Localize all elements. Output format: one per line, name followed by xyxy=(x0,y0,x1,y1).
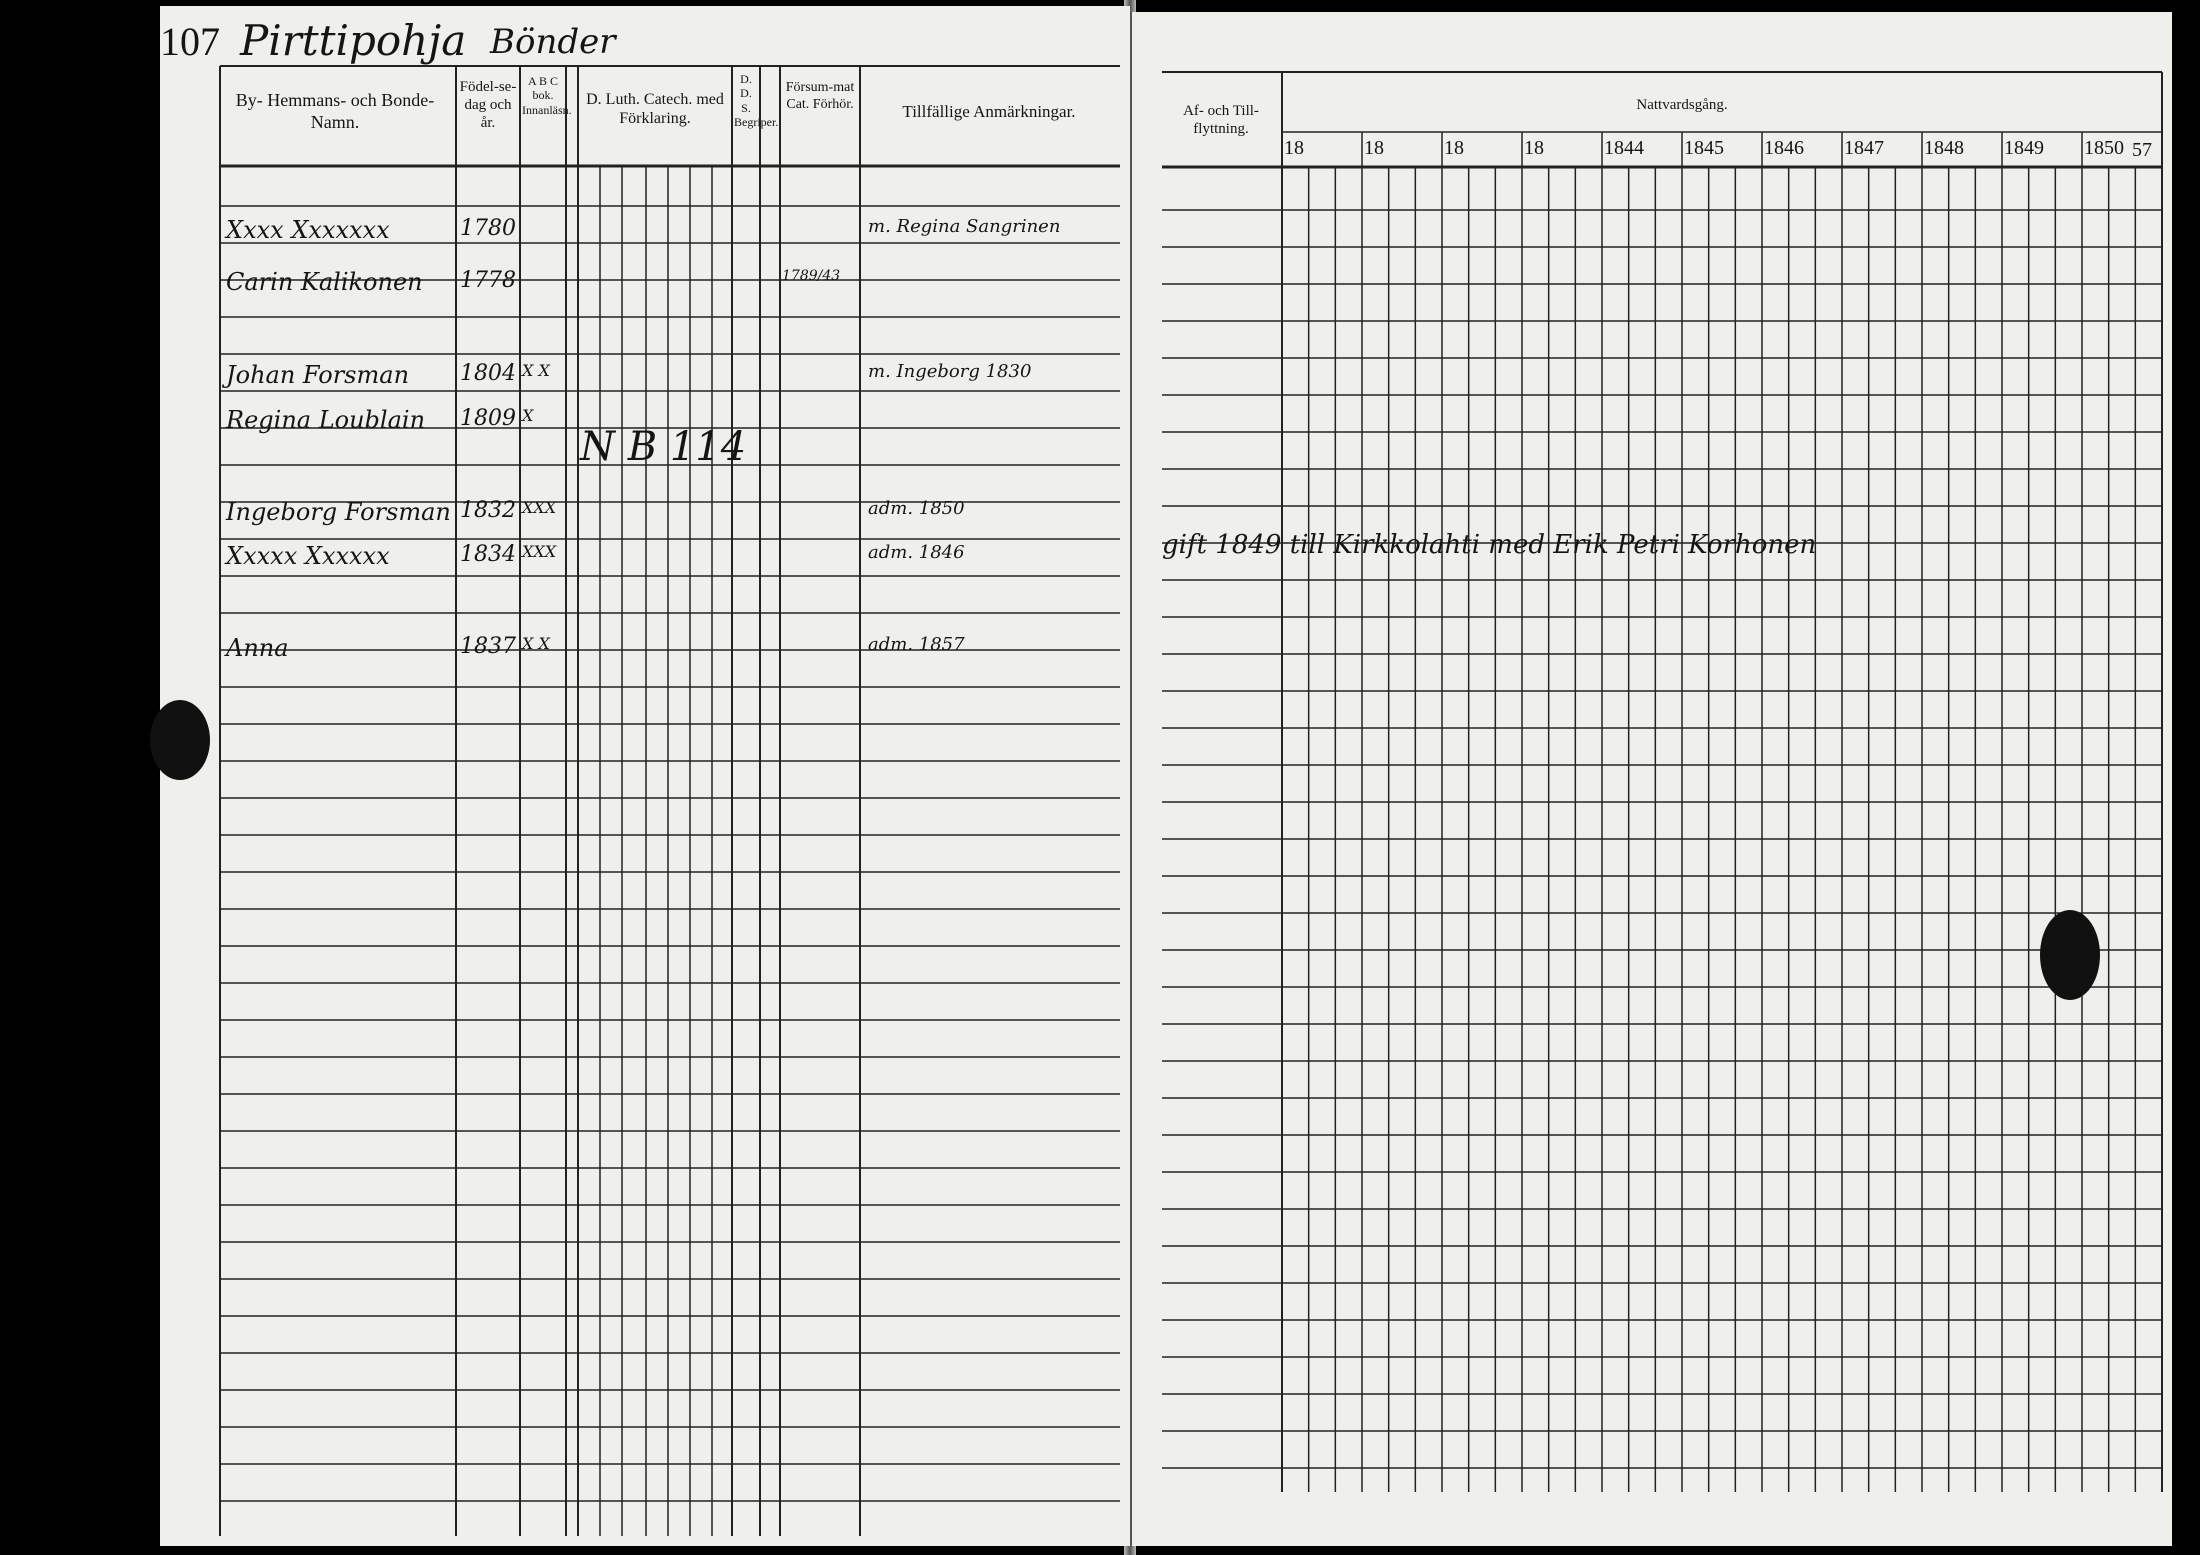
year-label: 1848 xyxy=(1924,137,1964,159)
page-number-right: 57 xyxy=(2132,139,2152,161)
entry-birth: 1834 xyxy=(460,542,516,567)
header-abc: A B C bok. Innanläsn. xyxy=(522,74,572,117)
header-missed: Försum-mat Cat. Förhör. xyxy=(785,80,855,112)
entry-abc: XXX xyxy=(522,498,557,517)
header-moves: Af- och Till-flyttning. xyxy=(1183,103,1259,137)
entry-birth: 1778 xyxy=(460,268,516,293)
move-note: gift 1849 till Kirkkolahti med Erik Petri Korhonen xyxy=(1162,530,1817,560)
margin-note: N B 114 xyxy=(580,424,747,470)
entry-abc: X xyxy=(522,406,534,425)
left-page xyxy=(160,6,1130,1546)
header-catechism: D. Luth. Catech. med Förklaring. xyxy=(586,91,724,128)
header-communion: Nattvardsgång. xyxy=(1636,97,1728,113)
year-label: 18 xyxy=(1524,137,1544,159)
binding-tab-left xyxy=(150,700,210,780)
entry-birth: 1809 xyxy=(460,406,516,431)
year-label: 1847 xyxy=(1844,137,1884,159)
entry-name: Carin Kalikonen xyxy=(226,268,423,296)
right-ruling xyxy=(1132,12,2172,1546)
header-birth: Födel-se-dag och år. xyxy=(459,79,517,131)
entry-name: Xxxx Xxxxxxx xyxy=(226,216,390,244)
category-label: Bönder xyxy=(490,22,616,62)
entry-remarks: adm. 1850 xyxy=(868,498,965,519)
header-dds: D. D. S. Begriper. xyxy=(734,72,779,130)
entry-remarks: m. Regina Sangrinen xyxy=(868,216,1061,237)
entry-abc: XXX xyxy=(522,542,557,561)
entry-birth: 1780 xyxy=(460,216,516,241)
header-remarks: Tillfällige Anmärkningar. xyxy=(902,102,1076,121)
entry-name: Ingeborg Forsman xyxy=(226,498,451,526)
header-names: By- Hemmans- och Bonde-Namn. xyxy=(235,90,435,132)
binding-tab-right xyxy=(2040,910,2100,1000)
entry-name: Johan Forsman xyxy=(226,361,410,389)
entry-birth: 1804 xyxy=(460,361,516,386)
entry-name: Xxxxx Xxxxxx xyxy=(226,542,390,570)
year-label: 1846 xyxy=(1764,137,1804,159)
year-label: 18 xyxy=(1444,137,1464,159)
year-label: 1844 xyxy=(1604,137,1644,159)
year-label: 1849 xyxy=(2004,137,2044,159)
village-name: Pirttipohja xyxy=(240,16,467,65)
page-number: 107 xyxy=(160,19,220,64)
entry-missed: 1789/43 xyxy=(782,268,841,284)
year-label: 1845 xyxy=(1684,137,1724,159)
entry-abc: X X xyxy=(522,634,550,653)
entry-birth: 1832 xyxy=(460,498,516,523)
right-page xyxy=(1130,12,2172,1546)
entry-remarks: adm. 1857 xyxy=(868,634,965,655)
entry-birth: 1837 xyxy=(460,634,516,659)
entry-name: Anna xyxy=(226,634,289,662)
year-label: 18 xyxy=(1364,137,1384,159)
entry-remarks: m. Ingeborg 1830 xyxy=(868,361,1032,382)
year-label: 18 xyxy=(1284,137,1304,159)
entry-remarks: adm. 1846 xyxy=(868,542,965,563)
entry-name: Regina Loublain xyxy=(226,406,426,434)
year-label: 1850 xyxy=(2084,137,2124,159)
entry-abc: X X xyxy=(522,361,550,380)
